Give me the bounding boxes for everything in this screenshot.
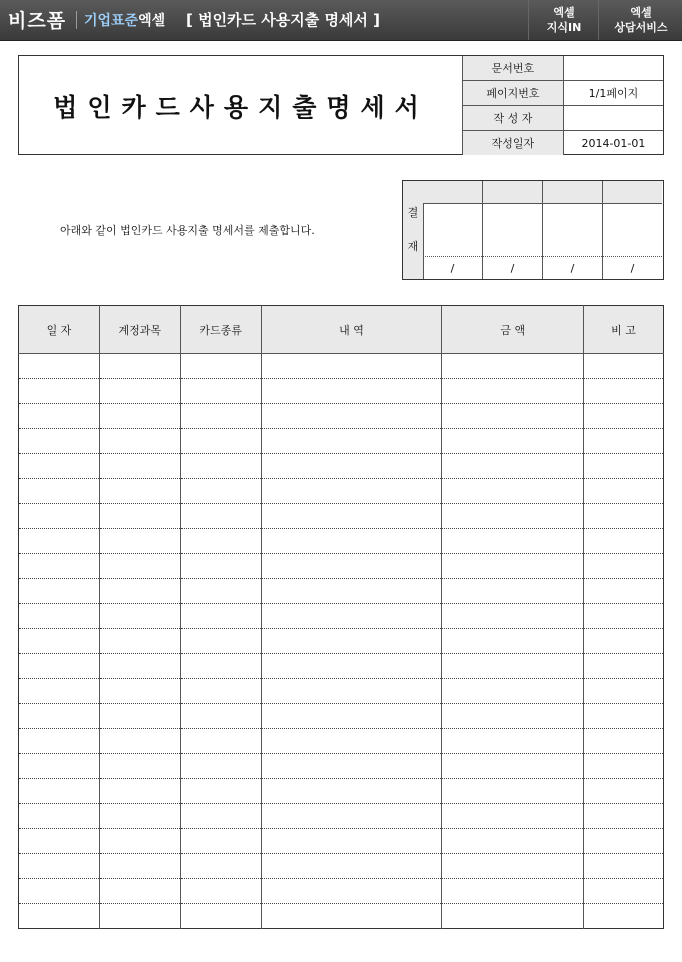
account-cell[interactable] bbox=[99, 379, 180, 404]
account-cell[interactable] bbox=[99, 479, 180, 504]
amount-cell[interactable] bbox=[442, 479, 584, 504]
table-row bbox=[19, 829, 664, 854]
approver-title-cell[interactable] bbox=[543, 181, 603, 204]
description-cell[interactable] bbox=[261, 904, 442, 929]
date-cell[interactable] bbox=[19, 604, 100, 629]
amount-cell[interactable] bbox=[442, 679, 584, 704]
description-cell[interactable] bbox=[261, 629, 442, 654]
table-row bbox=[19, 804, 664, 829]
page-title: 법인카드사용지출명세서 bbox=[53, 93, 429, 122]
card-type-cell[interactable] bbox=[180, 829, 261, 854]
account-cell[interactable] bbox=[99, 354, 180, 379]
table-row bbox=[19, 779, 664, 804]
amount-cell[interactable] bbox=[442, 854, 584, 879]
card-type-cell[interactable] bbox=[180, 554, 261, 579]
account-cell[interactable] bbox=[99, 904, 180, 929]
remarks-cell[interactable] bbox=[584, 404, 664, 429]
amount-cell[interactable] bbox=[442, 779, 584, 804]
description-cell[interactable] bbox=[261, 679, 442, 704]
date-cell[interactable] bbox=[19, 579, 100, 604]
page-no-field[interactable]: 1/1페이지 bbox=[563, 81, 663, 106]
approver-title-cell[interactable] bbox=[603, 181, 663, 204]
account-cell[interactable] bbox=[99, 754, 180, 779]
remarks-cell[interactable] bbox=[584, 629, 664, 654]
author-label: 작 성 자 bbox=[463, 106, 564, 131]
remarks-cell[interactable] bbox=[584, 804, 664, 829]
date-cell[interactable] bbox=[19, 629, 100, 654]
account-cell[interactable] bbox=[99, 879, 180, 904]
table-row bbox=[19, 579, 664, 604]
table-row bbox=[19, 404, 664, 429]
card-type-cell[interactable] bbox=[180, 854, 261, 879]
card-type-cell[interactable] bbox=[180, 679, 261, 704]
date-label: 작성일자 bbox=[463, 131, 564, 156]
amount-cell[interactable] bbox=[442, 379, 584, 404]
card-type-cell[interactable] bbox=[180, 729, 261, 754]
date-cell[interactable] bbox=[19, 829, 100, 854]
author-field[interactable] bbox=[563, 106, 663, 131]
account-cell[interactable] bbox=[99, 854, 180, 879]
table-row bbox=[19, 354, 664, 379]
table-row bbox=[19, 729, 664, 754]
card-type-cell[interactable] bbox=[180, 404, 261, 429]
description-cell[interactable] bbox=[261, 879, 442, 904]
doc-no-field[interactable] bbox=[563, 56, 663, 81]
remarks-cell[interactable] bbox=[584, 729, 664, 754]
approver-sign-cell[interactable] bbox=[423, 204, 483, 257]
remarks-cell[interactable] bbox=[584, 829, 664, 854]
table-row bbox=[19, 604, 664, 629]
account-cell[interactable] bbox=[99, 629, 180, 654]
approval-date-cell[interactable]: / bbox=[483, 257, 543, 280]
approver-sign-cell[interactable] bbox=[543, 204, 603, 257]
account-cell[interactable] bbox=[99, 579, 180, 604]
description-cell[interactable] bbox=[261, 529, 442, 554]
approver-title-cell[interactable] bbox=[423, 181, 483, 204]
account-cell[interactable] bbox=[99, 679, 180, 704]
description-cell[interactable] bbox=[261, 829, 442, 854]
date-field[interactable]: 2014-01-01 bbox=[563, 131, 663, 156]
date-cell[interactable] bbox=[19, 779, 100, 804]
date-cell[interactable] bbox=[19, 354, 100, 379]
col-header-amount: 금 액 bbox=[442, 306, 584, 354]
description-cell[interactable] bbox=[261, 704, 442, 729]
amount-cell[interactable] bbox=[442, 454, 584, 479]
amount-cell[interactable] bbox=[442, 354, 584, 379]
page-no-label: 페이지번호 bbox=[463, 81, 564, 106]
approver-sign-cell[interactable] bbox=[603, 204, 663, 257]
banner-doc-title: [ 법인카드 사용지출 명세서 ] bbox=[186, 11, 380, 29]
amount-cell[interactable] bbox=[442, 429, 584, 454]
table-row bbox=[19, 529, 664, 554]
amount-cell[interactable] bbox=[442, 629, 584, 654]
card-type-cell[interactable] bbox=[180, 529, 261, 554]
remarks-cell[interactable] bbox=[584, 354, 664, 379]
document-info-table bbox=[462, 56, 663, 155]
document-header bbox=[18, 55, 664, 155]
table-row bbox=[19, 854, 664, 879]
table-row bbox=[19, 754, 664, 779]
table-row bbox=[19, 679, 664, 704]
card-type-cell[interactable] bbox=[180, 379, 261, 404]
card-type-cell[interactable] bbox=[180, 779, 261, 804]
remarks-cell[interactable] bbox=[584, 529, 664, 554]
account-cell[interactable] bbox=[99, 454, 180, 479]
amount-cell[interactable] bbox=[442, 654, 584, 679]
amount-cell[interactable] bbox=[442, 904, 584, 929]
table-row bbox=[19, 654, 664, 679]
col-header-card-type: 카드종류 bbox=[180, 306, 261, 354]
amount-cell[interactable] bbox=[442, 404, 584, 429]
card-type-cell[interactable] bbox=[180, 354, 261, 379]
description-cell[interactable] bbox=[261, 779, 442, 804]
table-row bbox=[19, 629, 664, 654]
account-cell[interactable] bbox=[99, 729, 180, 754]
col-header-account: 계정과목 bbox=[99, 306, 180, 354]
card-type-cell[interactable] bbox=[180, 879, 261, 904]
remarks-cell[interactable] bbox=[584, 604, 664, 629]
date-cell[interactable] bbox=[19, 729, 100, 754]
description-cell[interactable] bbox=[261, 504, 442, 529]
remarks-cell[interactable] bbox=[584, 854, 664, 879]
description-cell[interactable] bbox=[261, 754, 442, 779]
table-row bbox=[19, 879, 664, 904]
expense-table bbox=[18, 305, 664, 929]
amount-cell[interactable] bbox=[442, 554, 584, 579]
remarks-cell[interactable] bbox=[584, 654, 664, 679]
bizform-logo[interactable]: 비즈폼 bbox=[8, 10, 67, 32]
brand-suffix: 엑셀 bbox=[138, 13, 166, 29]
expense-table-body bbox=[19, 354, 664, 929]
date-cell[interactable] bbox=[19, 404, 100, 429]
date-cell[interactable] bbox=[19, 704, 100, 729]
amount-cell[interactable] bbox=[442, 729, 584, 754]
remarks-cell[interactable] bbox=[584, 779, 664, 804]
description-cell[interactable] bbox=[261, 354, 442, 379]
amount-cell[interactable] bbox=[442, 829, 584, 854]
approver-sign-cell[interactable] bbox=[483, 204, 543, 257]
excel-knowledge-line1: 엑셀 bbox=[553, 6, 575, 19]
amount-cell[interactable] bbox=[442, 879, 584, 904]
date-cell[interactable] bbox=[19, 904, 100, 929]
amount-cell[interactable] bbox=[442, 504, 584, 529]
brand-label bbox=[84, 10, 165, 30]
account-cell[interactable] bbox=[99, 829, 180, 854]
table-row bbox=[19, 454, 664, 479]
table-row bbox=[19, 379, 664, 404]
approval-label bbox=[403, 181, 424, 279]
description-cell[interactable] bbox=[261, 604, 442, 629]
col-header-remarks: 비 고 bbox=[584, 306, 664, 354]
card-type-cell[interactable] bbox=[180, 804, 261, 829]
card-type-cell[interactable] bbox=[180, 479, 261, 504]
date-cell[interactable] bbox=[19, 879, 100, 904]
description-cell[interactable] bbox=[261, 379, 442, 404]
remarks-cell[interactable] bbox=[584, 904, 664, 929]
amount-cell[interactable] bbox=[442, 604, 584, 629]
approval-grid bbox=[423, 181, 662, 279]
logo-divider bbox=[76, 11, 77, 29]
approval-box bbox=[402, 180, 664, 280]
date-cell[interactable] bbox=[19, 804, 100, 829]
amount-cell[interactable] bbox=[442, 529, 584, 554]
remarks-cell[interactable] bbox=[584, 754, 664, 779]
doc-no-label: 문서번호 bbox=[463, 56, 564, 81]
card-type-cell[interactable] bbox=[180, 904, 261, 929]
excel-knowledge-line2: 지식IN bbox=[546, 21, 582, 34]
description-cell[interactable] bbox=[261, 579, 442, 604]
card-type-cell[interactable] bbox=[180, 579, 261, 604]
remarks-cell[interactable] bbox=[584, 704, 664, 729]
card-type-cell[interactable] bbox=[180, 654, 261, 679]
description-cell[interactable] bbox=[261, 479, 442, 504]
date-cell[interactable] bbox=[19, 554, 100, 579]
amount-cell[interactable] bbox=[442, 754, 584, 779]
description-cell[interactable] bbox=[261, 729, 442, 754]
approval-date-cell[interactable]: / bbox=[423, 257, 483, 280]
table-row bbox=[19, 479, 664, 504]
submit-statement: 아래와 같이 법인카드 사용지출 명세서를 제출합니다. bbox=[60, 224, 315, 237]
account-cell[interactable] bbox=[99, 554, 180, 579]
date-cell[interactable] bbox=[19, 379, 100, 404]
remarks-cell[interactable] bbox=[584, 554, 664, 579]
account-cell[interactable] bbox=[99, 429, 180, 454]
description-cell[interactable] bbox=[261, 404, 442, 429]
account-cell[interactable] bbox=[99, 604, 180, 629]
card-type-cell[interactable] bbox=[180, 704, 261, 729]
brand-prefix: 기업표준 bbox=[84, 13, 139, 29]
date-cell[interactable] bbox=[19, 504, 100, 529]
approval-label-bottom: 재 bbox=[407, 240, 419, 253]
account-cell[interactable] bbox=[99, 654, 180, 679]
account-cell[interactable] bbox=[99, 804, 180, 829]
description-cell[interactable] bbox=[261, 804, 442, 829]
approver-title-cell[interactable] bbox=[483, 181, 543, 204]
card-type-cell[interactable] bbox=[180, 454, 261, 479]
card-type-cell[interactable] bbox=[180, 629, 261, 654]
description-cell[interactable] bbox=[261, 554, 442, 579]
amount-cell[interactable] bbox=[442, 579, 584, 604]
description-cell[interactable] bbox=[261, 854, 442, 879]
approval-date-cell[interactable]: / bbox=[543, 257, 603, 280]
excel-consult-line2: 상담서비스 bbox=[614, 21, 668, 34]
remarks-cell[interactable] bbox=[584, 429, 664, 454]
remarks-cell[interactable] bbox=[584, 454, 664, 479]
top-banner bbox=[0, 0, 682, 41]
excel-consult-button[interactable] bbox=[598, 0, 682, 40]
table-header-row bbox=[19, 306, 664, 354]
remarks-cell[interactable] bbox=[584, 379, 664, 404]
account-cell[interactable] bbox=[99, 404, 180, 429]
description-cell[interactable] bbox=[261, 429, 442, 454]
remarks-cell[interactable] bbox=[584, 679, 664, 704]
card-type-cell[interactable] bbox=[180, 504, 261, 529]
account-cell[interactable] bbox=[99, 529, 180, 554]
remarks-cell[interactable] bbox=[584, 579, 664, 604]
amount-cell[interactable] bbox=[442, 704, 584, 729]
table-row bbox=[19, 429, 664, 454]
date-cell[interactable] bbox=[19, 529, 100, 554]
date-cell[interactable] bbox=[19, 454, 100, 479]
table-row bbox=[19, 504, 664, 529]
date-cell[interactable] bbox=[19, 479, 100, 504]
card-type-cell[interactable] bbox=[180, 429, 261, 454]
description-cell[interactable] bbox=[261, 654, 442, 679]
account-cell[interactable] bbox=[99, 504, 180, 529]
table-row bbox=[19, 554, 664, 579]
excel-knowledge-button[interactable] bbox=[528, 0, 599, 40]
date-cell[interactable] bbox=[19, 854, 100, 879]
card-type-cell[interactable] bbox=[180, 754, 261, 779]
amount-cell[interactable] bbox=[442, 804, 584, 829]
table-row bbox=[19, 904, 664, 929]
remarks-cell[interactable] bbox=[584, 479, 664, 504]
account-cell[interactable] bbox=[99, 704, 180, 729]
date-cell[interactable] bbox=[19, 754, 100, 779]
description-cell[interactable] bbox=[261, 454, 442, 479]
approval-date-cell[interactable]: / bbox=[630, 261, 635, 275]
remarks-cell[interactable] bbox=[584, 879, 664, 904]
remarks-cell[interactable] bbox=[584, 504, 664, 529]
account-cell[interactable] bbox=[99, 779, 180, 804]
excel-consult-line1: 엑셀 bbox=[630, 6, 652, 19]
col-header-description: 내 역 bbox=[261, 306, 442, 354]
date-cell[interactable] bbox=[19, 429, 100, 454]
date-cell[interactable] bbox=[19, 654, 100, 679]
col-header-date: 일 자 bbox=[19, 306, 100, 354]
card-type-cell[interactable] bbox=[180, 604, 261, 629]
table-row bbox=[19, 704, 664, 729]
date-cell[interactable] bbox=[19, 679, 100, 704]
approval-label-top: 결 bbox=[407, 206, 419, 219]
